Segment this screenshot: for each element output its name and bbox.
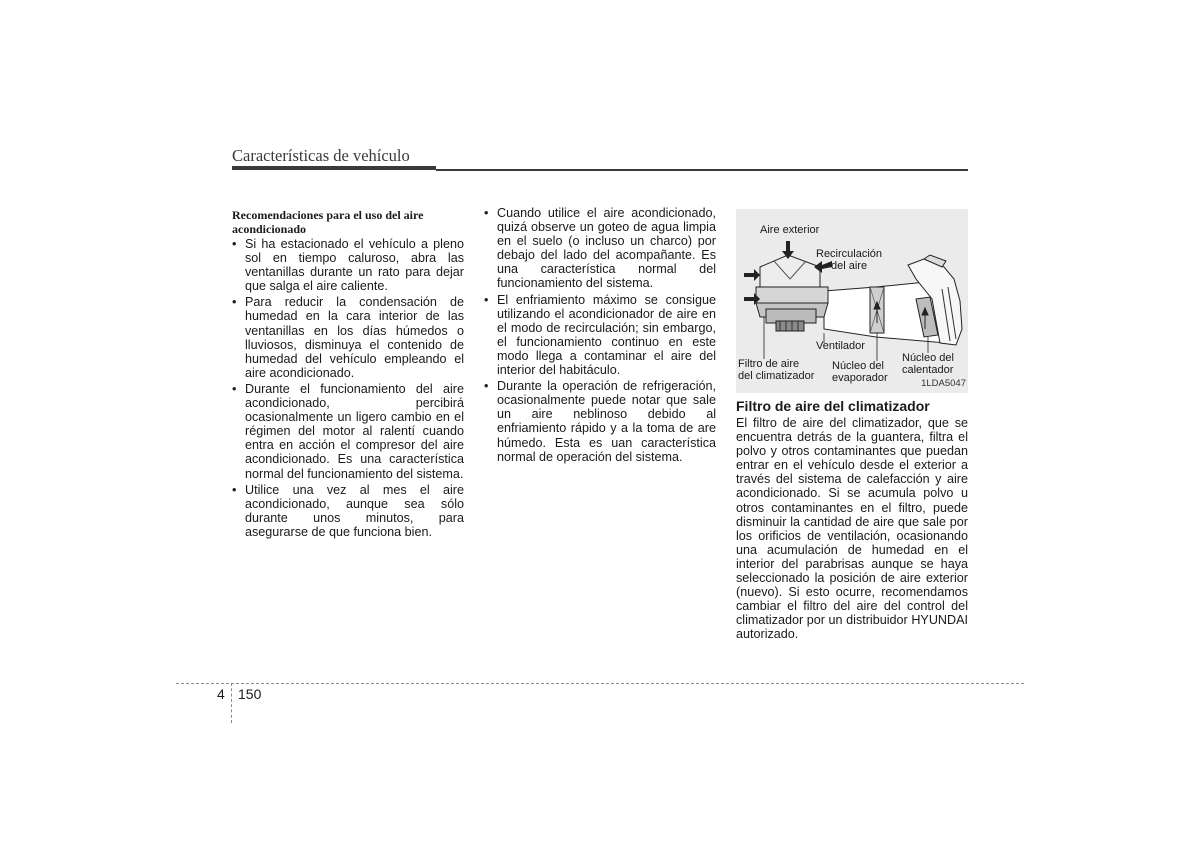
header-rule-thin [436, 169, 968, 171]
recommendations-list [232, 237, 464, 539]
page-header-title: Características de vehículo [232, 146, 410, 165]
tips-list [484, 206, 716, 464]
recommendations-heading: Recomendaciones para el uso del aire acondicionado [232, 208, 424, 236]
footer-divider [231, 683, 232, 723]
label-recirculation-line2: del aire [831, 260, 868, 272]
label-blower: Ventilador [816, 340, 865, 352]
list-item: • Durante la operación de refrigeración, ocasionalmente puede notar que sale un aire neblinoso debido al enfriamiento rápido y a la toma de are húmedo. Esta es uan característica normal de operación del sistema. [484, 379, 716, 464]
list-item: • Utilice una vez al mes el aire acondicionado, aunque sea sólo durante unos minutos, para asegurarse de que funciona bien. [232, 483, 464, 539]
section-heading: Filtro de aire del climatizador [736, 398, 930, 414]
chapter-number: 4 [217, 686, 225, 702]
label-evaporator-line1: Núcleo del [832, 360, 884, 372]
list-item: • El enfriamiento máximo se consigue utilizando el acondicionador de aire en el modo de recirculación; sin embargo, el funcionamiento continuo en este modo llega a contaminar el aire del interior del habitáculo. [484, 293, 716, 378]
label-outside-air: Aire exterior [760, 224, 820, 236]
list-item: • Si ha estacionado el vehículo a pleno sol en tiempo caluroso, abra las ventanillas durante un rato para dejar que salga el aire caliente. [232, 237, 464, 293]
label-heater-line1: Núcleo del [902, 352, 954, 364]
section-body: El filtro de aire del climatizador, que se encuentra detrás de la guantera, filtra el polvo y otros contaminantes que puedan entrar en el vehículo desde el exterior a través del sistema de calefacción y aire acondicionado. Si se acumula polvo u otros contaminantes en el filtro, puede disminuir la cantidad de aire que sale por los orificios de ventilación, ocasionando una acumulación de humedad en el interior del parabrisas aunque se haya seleccionado la posición de aire exterior (nuevo). Si esto ocurre, recomendamos cambiar el filtro del aire del control del climatizador por un distribuidor HYUNDAI autorizado. [736, 416, 968, 642]
label-heater-line2: calentador [902, 364, 954, 376]
column-right [736, 206, 968, 642]
climate-filter-diagram [736, 209, 968, 393]
list-item: • Para reducir la condensación de humedad en la cara interior de las ventanillas en los días húmedos o lluviosos, disminuya el contenido de humedad del vehículo empleando el aire acondicionado. [232, 295, 464, 380]
label-recirculation-line1: Recirculación [816, 248, 883, 260]
list-item: • Durante el funcionamiento del aire acondicionado, percibirá ocasionalmente un ligero cambio en el régimen del motor al ralentí cuando entra en acción el compresor del aire acondicionado. Es una característica normal del funcionamiento del sistema. [232, 382, 464, 481]
label-filter-line1: Filtro de aire [738, 358, 800, 370]
column-left [232, 206, 464, 541]
list-item: • Cuando utilice el aire acondicionado, quizá observe un goteo de agua limpia en el suelo (o incluso un charco) por debajo del lado del acompañante. Es una característica normal del funcionamiento del sistema. [484, 206, 716, 291]
header-rule-thick [232, 166, 436, 170]
label-evaporator-line2: evaporador [832, 372, 888, 384]
page-number: 150 [238, 686, 262, 702]
footer-rule [176, 683, 1024, 684]
figure-code: 1LDA5047 [921, 377, 966, 389]
label-filter-line2: del climatizador [738, 370, 815, 382]
column-middle [484, 206, 716, 466]
